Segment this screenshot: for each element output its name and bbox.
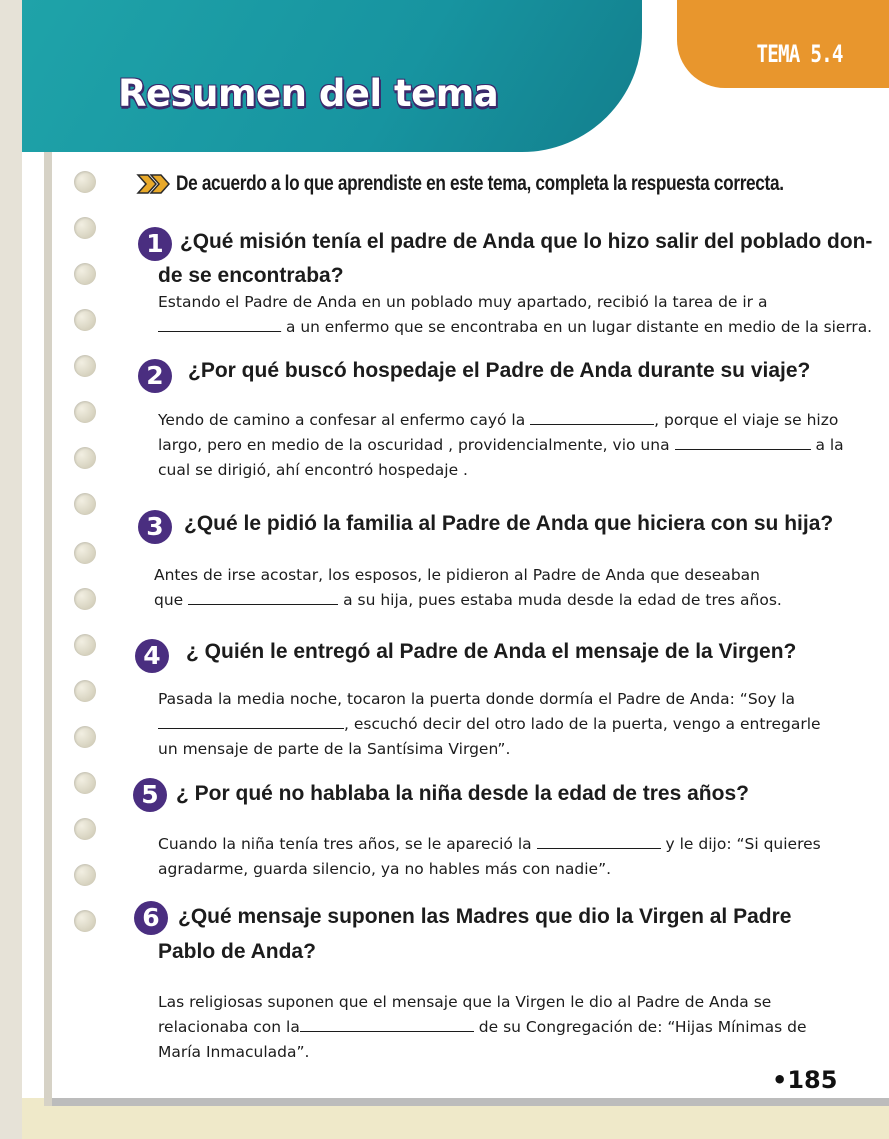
notebook-hole: [74, 864, 96, 886]
answer-2-line-3: cual se dirigió, ahí encontró hospedaje .: [158, 461, 468, 479]
answer-6-line-3: María Inmaculada”.: [158, 1043, 310, 1061]
answer-4-line-1: Pasada la media noche, tocaron la puerta donde dormía el Padre de Anda: “Soy la: [158, 690, 796, 708]
answer-2-line-1: [158, 408, 838, 433]
answer-2-text: largo, pero en medio de la oscuridad , providencialmente, vio una: [158, 436, 670, 454]
notebook-hole: [74, 401, 96, 423]
answer-5-text: Cuando la niña tenía tres años, se le apareció la: [158, 835, 532, 853]
notebook-hole: [74, 588, 96, 610]
question-number: 1: [138, 227, 172, 261]
answer-1-line-2: [158, 315, 872, 340]
question-2-line-1: ¿Por qué buscó hospedaje el Padre de Anda durante su viaje?: [188, 359, 811, 382]
page-margin: [0, 0, 22, 1139]
notebook-hole: [74, 772, 96, 794]
answer-2-text: a la: [815, 436, 844, 454]
tema-label: TEMA 5.4: [756, 40, 843, 68]
question-6-line-2: Pablo de Anda?: [158, 940, 316, 963]
notebook-hole: [74, 447, 96, 469]
notebook-hole: [74, 634, 96, 656]
notebook-hole: [74, 910, 96, 932]
notebook-hole: [74, 493, 96, 515]
answer-blank[interactable]: [530, 410, 654, 425]
tema-tab: [677, 0, 889, 88]
answer-3-line-2: [154, 588, 782, 613]
question-number: 4: [135, 639, 169, 673]
question-number: 6: [134, 901, 168, 935]
instruction-text: De acuerdo a lo que aprendiste en este tema, completa la respuesta correcta.: [176, 172, 784, 195]
answer-2-text: , porque el viaje se hizo: [654, 411, 839, 429]
answer-1-line-1: Estando el Padre de Anda en un poblado muy apartado, recibió la tarea de ir a: [158, 293, 768, 311]
question-3-line-1: ¿Qué le pidió la familia al Padre de Anda que hiciera con su hija?: [184, 512, 834, 535]
answer-blank[interactable]: [675, 435, 811, 450]
answer-blank[interactable]: [158, 714, 344, 729]
page-shadow-bottom: [52, 1098, 889, 1106]
instruction: [136, 172, 889, 196]
answer-blank[interactable]: [300, 1017, 474, 1032]
answer-1-text: a un enfermo que se encontraba en un lugar distante en medio de la sierra.: [286, 318, 873, 336]
answer-6-line-2: [158, 1015, 806, 1040]
answer-3-text: a su hija, pues estaba muda desde la edad de tres años.: [343, 591, 782, 609]
notebook-hole: [74, 263, 96, 285]
answer-5-line-2: agradarme, guarda silencio, ya no hables más con nadie”.: [158, 860, 612, 878]
notebook-hole: [74, 818, 96, 840]
notebook-hole: [74, 726, 96, 748]
answer-6-text: relacionaba con la: [158, 1018, 300, 1036]
question-5-line-1: ¿ Por qué no hablaba la niña desde la edad de tres años?: [176, 782, 749, 805]
page-title: Resumen del tema: [118, 72, 499, 115]
notebook-hole: [74, 217, 96, 239]
answer-6-text: de su Congregación de: “Hijas Mínimas de: [478, 1018, 807, 1036]
notebook-hole: [74, 542, 96, 564]
double-chevron-right-icon: [136, 173, 172, 195]
question-1-line-1: ¿Qué misión tenía el padre de Anda que lo hizo salir del poblado don-: [180, 230, 873, 253]
answer-2-line-2: [158, 433, 844, 458]
notebook-hole: [74, 309, 96, 331]
answer-2-text: Yendo de camino a confesar al enfermo cayó la: [158, 411, 526, 429]
page-number: •185: [772, 1066, 838, 1094]
answer-4-line-2: [158, 712, 821, 737]
question-6-line-1: ¿Qué mensaje suponen las Madres que dio la Virgen al Padre: [178, 905, 792, 928]
answer-3-line-1: Antes de irse acostar, los esposos, le pidieron al Padre de Anda que deseaban: [154, 566, 760, 584]
notebook-hole: [74, 171, 96, 193]
notebook-hole: [74, 355, 96, 377]
answer-6-line-1: Las religiosas suponen que el mensaje que la Virgen le dio al Padre de Anda se: [158, 993, 772, 1011]
answer-4-text: , escuchó decir del otro lado de la puerta, vengo a entregarle: [344, 715, 821, 733]
question-number: 3: [138, 510, 172, 544]
answer-blank[interactable]: [537, 834, 661, 849]
page-shadow-left: [44, 150, 52, 1106]
answer-5-text: y le dijo: “Si quieres: [665, 835, 821, 853]
answer-blank[interactable]: [188, 590, 338, 605]
question-number: 2: [138, 359, 172, 393]
notebook-hole: [74, 680, 96, 702]
answer-4-line-3: un mensaje de parte de la Santísima Virgen”.: [158, 740, 511, 758]
answer-5-line-1: [158, 832, 821, 857]
answer-3-text: que: [154, 591, 184, 609]
answer-blank[interactable]: [158, 317, 281, 332]
question-1-line-2: de se encontraba?: [158, 264, 344, 287]
question-4-line-1: ¿ Quién le entregó al Padre de Anda el mensaje de la Virgen?: [186, 640, 797, 663]
question-number: 5: [133, 778, 167, 812]
